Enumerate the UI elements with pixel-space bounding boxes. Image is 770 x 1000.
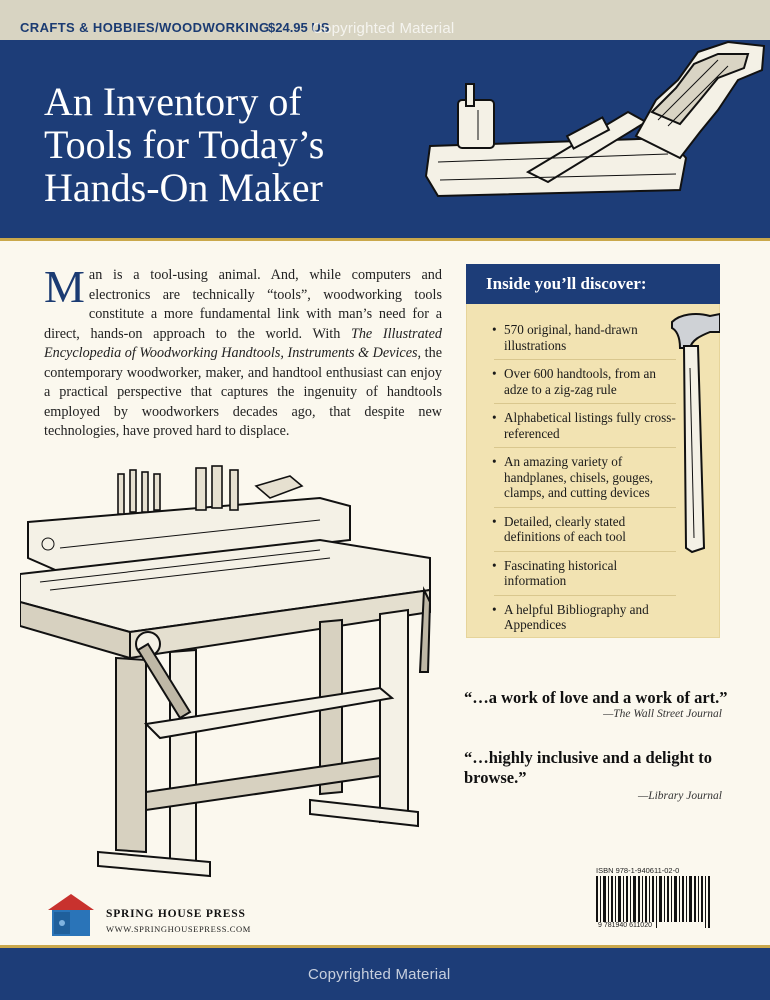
publisher-website: WWW.SPRINGHOUSEPRESS.COM bbox=[106, 924, 251, 934]
top-watermark: Copyrighted Material bbox=[312, 20, 455, 37]
quote-2-source: —Library Journal bbox=[637, 790, 722, 802]
quote-2: “…highly inclusive and a delight to browse.” bbox=[464, 748, 713, 787]
publisher-name: SPRING HOUSE PRESS bbox=[106, 908, 246, 920]
intro-text-b: , the contemporary woodworker, maker, and handtool enthusiast can enjoy a practical perspective that captures the ingenuity of handtools employed by woodworkers decades ago, that despite new technologies, have proved hard to displace. bbox=[44, 345, 442, 439]
discover-box bbox=[466, 264, 720, 638]
cover-headline bbox=[44, 80, 404, 209]
discover-item: • Fascinating historical information bbox=[494, 558, 676, 596]
hammer-illustration bbox=[670, 308, 720, 558]
bottom-watermark: Copyrighted Material bbox=[308, 966, 451, 983]
drop-cap: M bbox=[44, 261, 85, 312]
intro-paragraph bbox=[44, 261, 442, 442]
discover-list bbox=[494, 322, 676, 645]
headline-line-3: Hands-On Maker bbox=[44, 165, 323, 210]
discover-item: • 570 original, hand-drawn illustrations bbox=[494, 322, 676, 360]
category-label: CRAFTS & HOBBIES/WOODWORKING bbox=[20, 20, 270, 35]
price-label: $24.95 US bbox=[268, 20, 330, 35]
barcode-number: 9 781940 611020 bbox=[598, 922, 652, 929]
publisher-logo-icon bbox=[44, 892, 98, 938]
discover-item: • A helpful Bibliography and Appendices bbox=[494, 602, 676, 639]
discover-item: • Over 600 handtools, from an adze to a zig-zag rule bbox=[494, 366, 676, 404]
discover-heading: Inside you’ll discover: bbox=[466, 264, 720, 304]
discover-item: • Alphabetical listings fully cross-referenced bbox=[494, 410, 676, 448]
isbn-label: ISBN 978-1-940611-02-0 bbox=[596, 866, 680, 875]
quote-1-source: —The Wall Street Journal bbox=[603, 708, 722, 720]
headline-line-1: An Inventory of bbox=[44, 79, 302, 124]
discover-item: • An amazing variety of handplanes, chisels, gouges, clamps, and cutting devices bbox=[494, 454, 676, 508]
hand-plane-illustration bbox=[418, 40, 770, 238]
discover-item: • Detailed, clearly stated definitions of each tool bbox=[494, 514, 676, 552]
hero-divider bbox=[0, 238, 770, 241]
intro-book-title: The Illustrated Encyclopedia of Woodworking Handtools, Instruments & Devices bbox=[44, 325, 442, 361]
intro-text-a: an is a tool-using animal. And, while computers and electronics are technically “tools”, woodworking tools constitute a more fundamental link with man’s need for a direct, hands-on approach to the world. With bbox=[44, 267, 442, 342]
workbench-illustration bbox=[20, 462, 450, 882]
hero-banner bbox=[0, 40, 770, 238]
quote-1: “…a work of love and a work of art.” bbox=[464, 688, 728, 707]
headline-line-2: Tools for Today’s bbox=[44, 122, 325, 167]
